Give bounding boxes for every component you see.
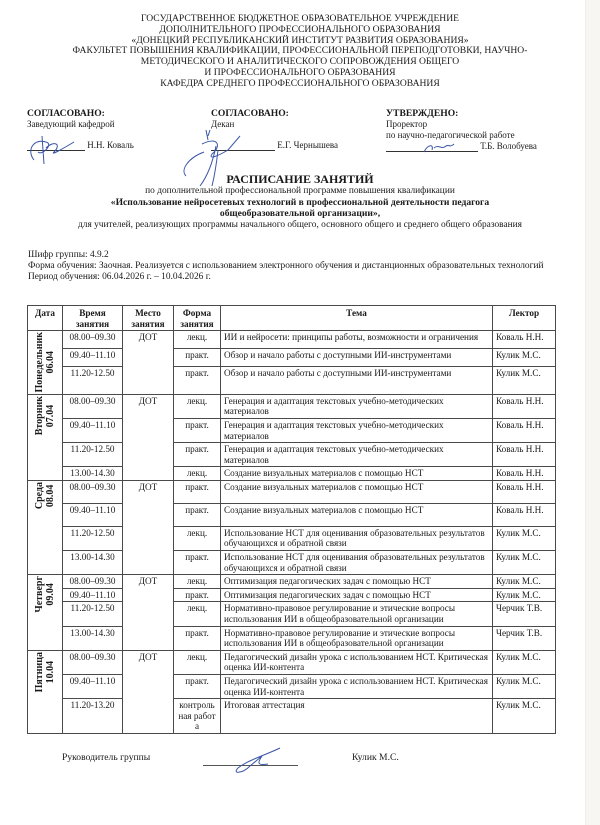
topic-cell: Нормативно-правовое регулирование и этические вопросы использования ИИ в общеобразовательной организации [221,626,493,650]
time-cell: 13.00-14.30 [63,626,123,650]
form-cell: практ. [174,348,221,366]
day-cell-thursday [28,575,63,651]
program-audience: для учителей, реализующих программы начального общего, основного общего и среднего общего образования [78,219,522,230]
lecturer-cell: Кулик М.С. [493,588,556,602]
topic-cell: Нормативно-правовое регулирование и этические вопросы использования ИИ в общеобразовательной организации [221,602,493,626]
time-cell: 08.00–09.30 [63,575,123,589]
topic-cell: Итоговая аттестация [221,699,493,734]
table-row [28,675,556,699]
place-cell: ДОТ [123,394,174,480]
time-cell: 08.00–09.30 [63,331,123,349]
approval-position-detail: по научно-педагогической работе [386,130,515,140]
form-cell: практ. [174,626,221,650]
form-cell: контрольная работа [174,699,221,734]
lecturer-cell: Коваль Н.Н. [493,418,556,442]
place-cell: ДОТ [123,650,174,733]
form-cell: практ. [174,588,221,602]
time-cell: 11.20-12.50 [63,443,123,467]
table-row [28,699,556,734]
header-line: ГОСУДАРСТВЕННОЕ БЮДЖЕТНОЕ ОБРАЗОВАТЕЛЬНОЕ УЧРЕЖДЕНИЕ [140,13,460,24]
place-cell: ДОТ [123,331,174,395]
day-label: Понедельник 06.04 [34,332,56,393]
time-cell: 13.00-14.30 [63,551,123,575]
group-leader-name: Кулик М.С. [352,752,399,763]
lecturer-cell: Коваль Н.Н. [493,331,556,349]
form-cell: практ. [174,443,221,467]
column-header-topic: Тема [221,306,493,331]
time-cell: 11.20-13.20 [63,699,123,734]
approval-name: Т.Б. Волобуева [480,141,537,151]
day-cell-tuesday [28,394,63,480]
time-cell: 11.20-12.50 [63,602,123,626]
study-period: Период обучения: 06.04.2026 г. – 10.04.2026 г. [28,272,211,282]
topic-cell: Генерация и адаптация текстовых учебно-методических материалов [221,443,493,467]
time-cell: 09.40–11.10 [63,348,123,366]
study-form: Форма обучения: Заочная. Реализуется с использованием электронного обучения и дистанционных образовательных технологий [28,261,544,271]
topic-cell: Использование НСТ для оценивания образовательных результатов обучающихся и обратной связи [221,526,493,550]
lecturer-cell: Кулик М.С. [493,366,556,394]
day-label: Четверг 09.04 [34,576,56,613]
day-cell-monday [28,331,63,395]
day-cell-friday [28,650,63,733]
lecturer-cell: Кулик М.С. [493,575,556,589]
time-cell: 08.00–09.30 [63,650,123,674]
time-cell: 09.40–11.10 [63,503,123,526]
signature-underline [386,141,478,152]
place-cell: ДОТ [123,480,174,574]
approval-title: УТВЕРЖДЕНО: [386,108,459,119]
form-cell: лекц. [174,394,221,418]
signature-line [386,141,537,152]
day-label: Вторник 07.04 [34,395,56,436]
approval-title: СОГЛАСОВАНО: [27,108,105,119]
table-row [28,626,556,650]
form-cell: практ. [174,366,221,394]
topic-cell: Оптимизация педагогических задач с помощью НСТ [221,575,493,589]
form-cell: лекц. [174,331,221,349]
topic-cell: ИИ и нейросети: принципы работы, возможности и ограничения [221,331,493,349]
table-row [28,331,556,349]
place-cell: ДОТ [123,575,174,651]
program-type: по дополнительной профессиональной программе повышения квалификации [145,186,455,196]
lecturer-cell: Черчик Т.В. [493,602,556,626]
table-row [28,467,556,481]
topic-cell: Педагогический дизайн урока с использованием НСТ. Критическая оценка ИИ-контента [221,650,493,674]
header-line: КАФЕДРА СРЕДНЕГО ПРОФЕССИОНАЛЬНОГО ОБРАЗОВАНИЯ [160,77,440,89]
table-row [28,650,556,674]
approval-name: Н.Н. Коваль [87,140,134,150]
group-meta [28,250,568,283]
time-cell: 11.20-12.50 [63,526,123,550]
time-cell: 13.00-14.30 [63,467,123,481]
table-row [28,526,556,550]
schedule-title-block [0,172,600,231]
approval-position: Заведующий кафедрой [27,119,115,129]
group-code: Шифр группы: 4.9.2 [28,250,109,260]
approval-dean [211,108,338,151]
form-cell: лекц. [174,575,221,589]
program-name-line1: «Использование нейросетевых технологий в профессиональной деятельности педагога [110,197,490,208]
day-cell-wednesday [28,480,63,574]
lecturer-cell: Кулик М.С. [493,675,556,699]
lecturer-cell: Коваль Н.Н. [493,480,556,503]
header-line: МЕТОДИЧЕСКОГО И АНАЛИТИЧЕСКОГО СОПРОВОЖДЕНИЯ ОБЩЕГО [140,56,460,68]
column-header-date: Дата [28,306,63,331]
table-row [28,602,556,626]
page-title: РАСПИСАНИЕ ЗАНЯТИЙ [226,172,374,186]
table-row [28,575,556,589]
form-cell: практ. [174,675,221,699]
signature-underline [27,140,85,151]
topic-cell: Генерация и адаптация текстовых учебно-методических материалов [221,394,493,418]
approval-position: Декан [211,119,235,129]
table-row [28,480,556,503]
lecturer-cell: Коваль Н.Н. [493,467,556,481]
time-cell: 08.00–09.30 [63,480,123,503]
form-cell: лекц. [174,602,221,626]
table-row [28,366,556,394]
lecturer-cell: Кулик М.С. [493,650,556,674]
column-header-form: Форма занятия [174,306,221,331]
lecturer-cell: Кулик М.С. [493,699,556,734]
topic-cell: Создание визуальных материалов с помощью НСТ [221,480,493,503]
signature-underline [211,140,275,151]
column-header-time: Время занятия [63,306,123,331]
table-row [28,394,556,418]
table-row [28,588,556,602]
lecturer-cell: Кулик М.С. [493,551,556,575]
lecturer-cell: Кулик М.С. [493,526,556,550]
approval-position: Проректор [386,119,428,129]
table-row [28,348,556,366]
approval-name: Е.Г. Чернышева [277,140,338,150]
topic-cell: Обзор и начало работы с доступными ИИ-инструментами [221,348,493,366]
lecturer-cell: Черчик Т.В. [493,626,556,650]
form-cell: практ. [174,480,221,503]
topic-cell: Оптимизация педагогических задач с помощью НСТ [221,588,493,602]
approvals-block [0,108,600,168]
approval-vice-rector [386,108,537,152]
signature-underline [203,765,298,766]
table-row [28,551,556,575]
form-cell: практ. [174,551,221,575]
time-cell: 08.00–09.30 [63,394,123,418]
topic-cell: Педагогический дизайн урока с использованием НСТ. Критическая оценка ИИ-контента [221,675,493,699]
approval-head-of-department [27,108,134,151]
schedule-table [27,305,556,734]
time-cell: 09.40–11.10 [63,588,123,602]
group-leader-role: Руководитель группы [62,752,151,763]
column-header-lecturer: Лектор [493,306,556,331]
table-row [28,443,556,467]
table-header-row [28,306,556,331]
program-name-line2: общеобразовательной организации», [219,208,381,220]
header-line: И ПРОФЕССИОНАЛЬНОГО ОБРАЗОВАНИЯ [204,66,396,78]
time-cell: 09.40–11.10 [63,418,123,442]
signature-kulik-icon [228,746,284,776]
topic-cell: Обзор и начало работы с доступными ИИ-инструментами [221,366,493,394]
form-cell: практ. [174,418,221,442]
form-cell: практ. [174,503,221,526]
approval-title: СОГЛАСОВАНО: [211,108,289,119]
time-cell: 09.40–11.10 [63,675,123,699]
day-label: Среда 08.04 [34,481,56,510]
topic-cell: Генерация и адаптация текстовых учебно-методических материалов [221,418,493,442]
topic-cell: Создание визуальных материалов с помощью НСТ [221,503,493,526]
header-line: «ДОНЕЦКИЙ РЕСПУБЛИКАНСКИЙ ИНСТИТУТ РАЗВИТИЯ ОБРАЗОВАНИЯ» [131,34,469,46]
topic-cell: Создание визуальных материалов с помощью НСТ [221,467,493,481]
form-cell: лекц. [174,526,221,550]
header-line: ФАКУЛЬТЕТ ПОВЫШЕНИЯ КВАЛИФИКАЦИИ, ПРОФЕССИОНАЛЬНОЙ ПЕРЕПОДГОТОВКИ, НАУЧНО- [72,45,528,57]
form-cell: лекц. [174,650,221,674]
day-label: Пятница 10.04 [34,651,56,693]
topic-cell: Использование НСТ для оценивания образовательных результатов обучающихся и обратной связи [221,551,493,575]
lecturer-cell: Коваль Н.Н. [493,394,556,418]
table-row [28,503,556,526]
time-cell: 11.20-12.50 [63,366,123,394]
header-line: ДОПОЛНИТЕЛЬНОГО ПРОФЕССИОНАЛЬНОГО ОБРАЗОВАНИЯ [159,23,441,35]
lecturer-cell: Коваль Н.Н. [493,443,556,467]
column-header-place: Место занятия [123,306,174,331]
signature-line [27,140,134,151]
form-cell: лекц. [174,467,221,481]
signature-line [211,140,338,151]
lecturer-cell: Коваль Н.Н. [493,503,556,526]
institution-header [0,14,600,90]
table-row [28,418,556,442]
lecturer-cell: Кулик М.С. [493,348,556,366]
